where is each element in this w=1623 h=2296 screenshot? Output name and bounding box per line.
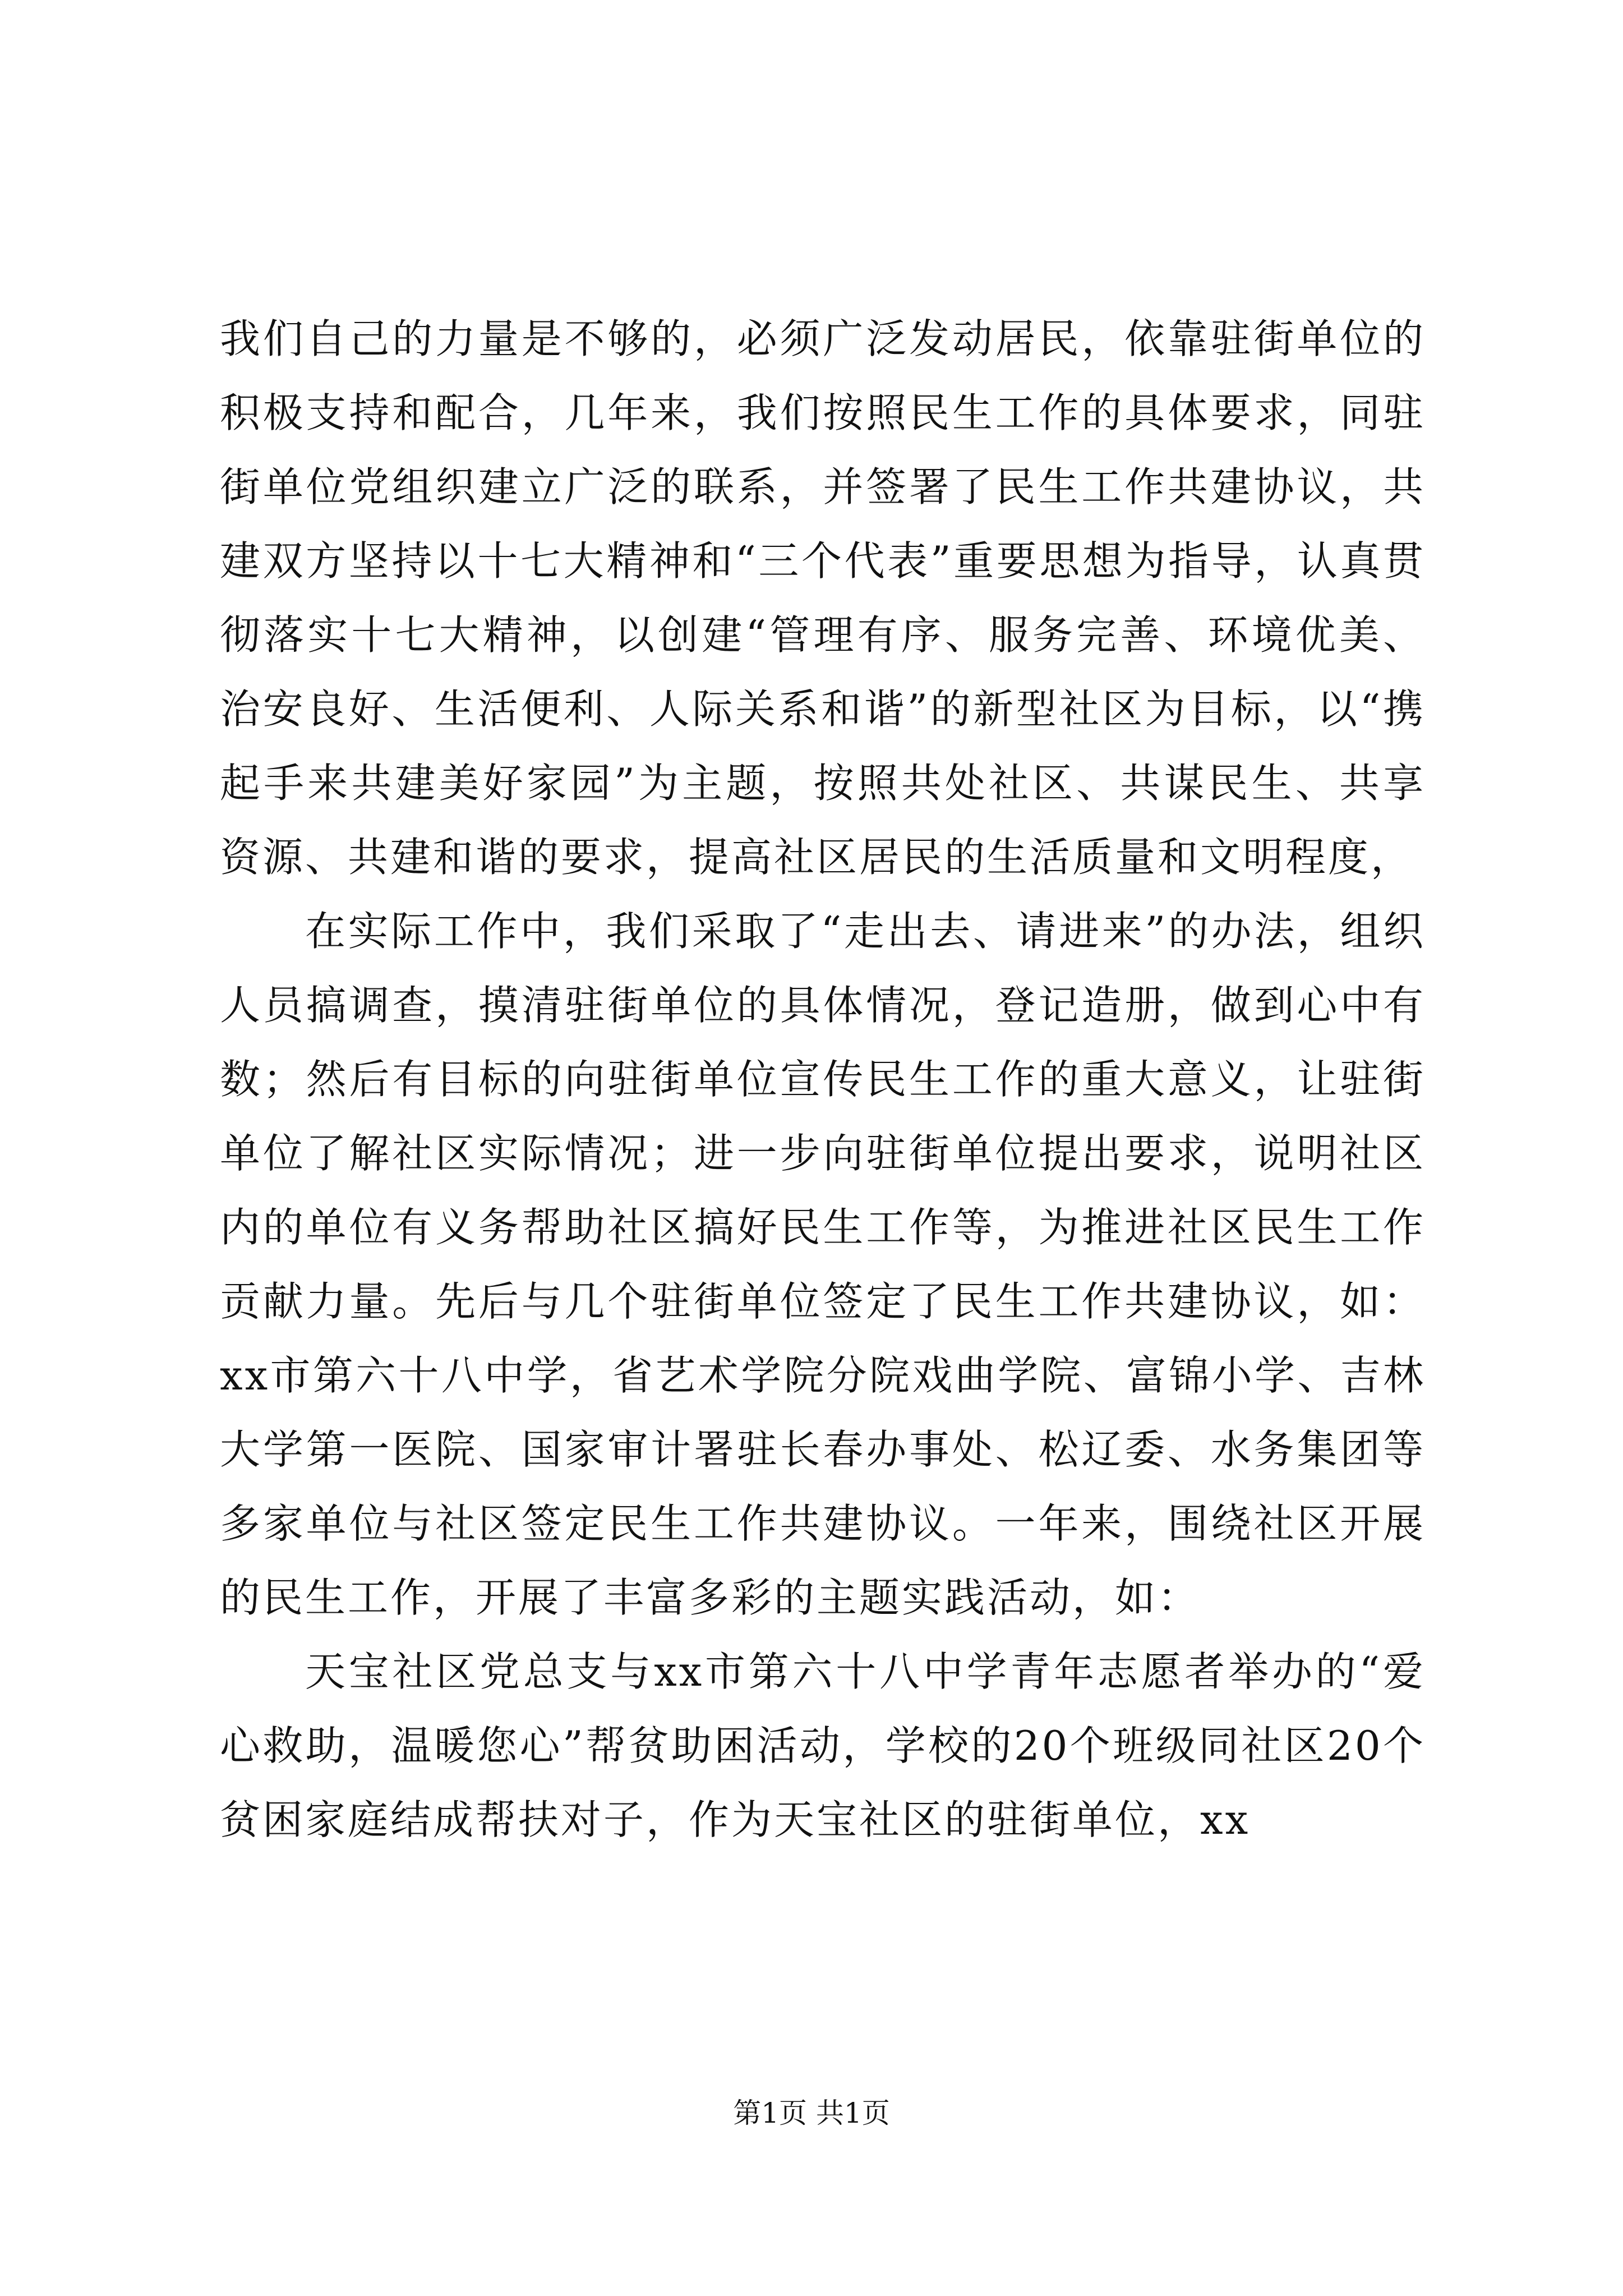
page-footer (0, 2093, 1623, 2133)
page-number-label: 第1页 共1页 (733, 2097, 890, 2129)
paragraph-2: 在实际工作中，我们采取了“走出去、请进来”的办法，组织人员搞调查，摸清驻街单位的具体情况，登记造册，做到心中有数；然后有目标的向驻街单位宣传民生工作的重大意义，让驻街单位了解社区实际情况；进一步向驻街单位提出要求，说明社区内的单位有义务帮助社区搞好民生工作等，为推进社区民生工作贡献力量。先后与几个驻街单位签定了民生工作共建协议，如：xx市第六十八中学，省艺术学院分院戏曲学院、富锦小学、吉林大学第一医院、国家审计署驻长春办事处、松辽委、水务集团等多家单位与社区签定民生工作共建协议。一年来，围绕社区开展的民生工作，开展了丰富多彩的主题实践活动，如： (220, 908, 1426, 1621)
paragraph-3: 天宝社区党总支与xx市第六十八中学青年志愿者举办的“爱心救助，温暖您心”帮贫助困活动，学校的20个班级同社区20个贫困家庭结成帮扶对子，作为天宝社区的驻街单位，xx (220, 1648, 1426, 1843)
document-body (220, 302, 1426, 1857)
paragraph-1: 我们自己的力量是不够的，必须广泛发动居民，依靠驻街单位的积极支持和配合，几年来，我们按照民生工作的具体要求，同驻街单位党组织建立广泛的联系，并签署了民生工作共建协议，共建双方坚持以十七大精神和“三个代表”重要思想为指导，认真贯彻落实十七大精神，以创建“管理有序、服务完善、环境优美、治安良好、生活便利、人际关系和谐”的新型社区为目标，以“携起手来共建美好家园”为主题，按照共处社区、共谋民生、共享资源、共建和谐的要求，提高社区居民的生活质量和文明程度， (220, 315, 1426, 881)
